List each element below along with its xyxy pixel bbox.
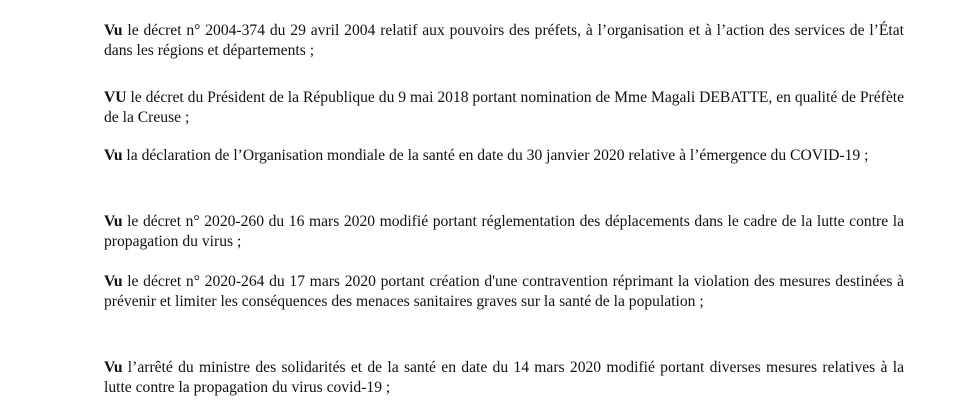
clause-arrete-14-mars-2020 [104, 358, 904, 398]
clause-decret-2004-374 [104, 21, 904, 61]
clause-decret-2020-264 [104, 272, 904, 312]
clause-decret-nomination-prefete [104, 88, 904, 128]
clause-text: l’arrêté du ministre des solidarités et de la santé en date du 14 mars 2020 modifié portant diverses mesures relatives à la lutte contre la propagation du virus covid-19 ; [104, 358, 904, 396]
clause-text: le décret n° 2020-264 du 17 mars 2020 portant création d'une contravention réprimant la violation des mesures destinées à prévenir et limiter les conséquences des menaces sanitaires graves sur la santé de la population ; [104, 272, 904, 310]
clause-text: la déclaration de l’Organisation mondiale de la santé en date du 30 janvier 2020 relative à l’émergence du COVID-19 ; [122, 146, 869, 164]
clause-lead: Vu [104, 146, 123, 164]
clause-declaration-oms [104, 146, 904, 166]
clause-text: le décret n° 2004-374 du 29 avril 2004 relatif aux pouvoirs des préfets, à l’organisation et à l’action des services de l’État dans les régions et départements ; [104, 21, 904, 59]
clause-lead: VU [104, 88, 127, 106]
clause-lead: Vu [104, 358, 123, 376]
clause-decret-2020-260 [104, 212, 904, 252]
clause-lead: Vu [104, 212, 123, 230]
clause-text: le décret du Président de la République du 9 mai 2018 portant nomination de Mme Magali DEBATTE, en qualité de Préfète de la Creuse ; [104, 88, 904, 126]
clause-lead: Vu [104, 272, 123, 290]
clause-text: le décret n° 2020-260 du 16 mars 2020 modifié portant réglementation des déplacements dans le cadre de la lutte contre la propagation du virus ; [104, 212, 904, 250]
clause-lead: Vu [104, 21, 123, 39]
